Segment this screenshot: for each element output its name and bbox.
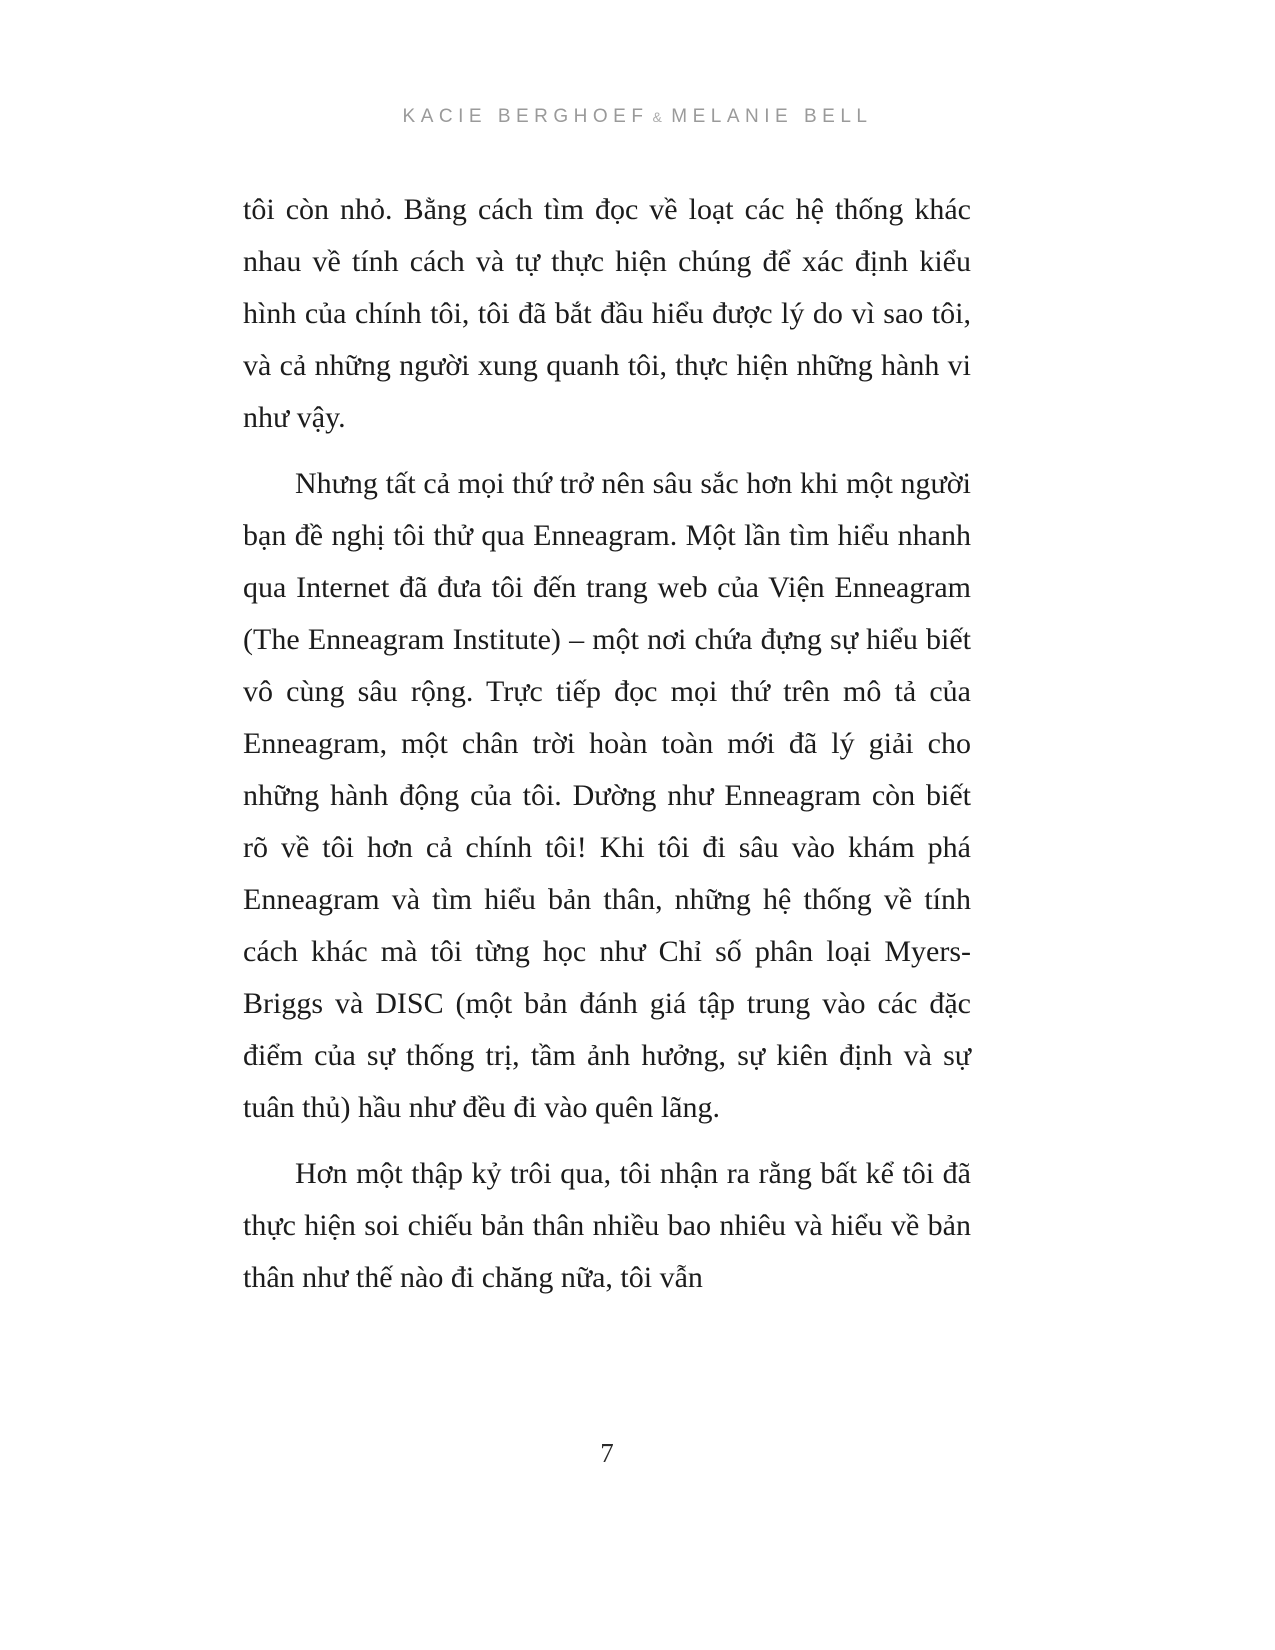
page-number: 7 [600,1438,614,1468]
paragraph-1: tôi còn nhỏ. Bằng cách tìm đọc về loạt các hệ thống khác nhau về tính cách và tự thực hiện chúng để xác định kiểu hình của chính tôi, tôi đã bắt đầu hiểu được lý do vì sao tôi, và cả những người xung quanh tôi, thực hiện những hành vi như vậy. [243,193,971,434]
author-name-right: MELANIE BELL [671,106,873,127]
paragraph-2: Nhưng tất cả mọi thứ trở nên sâu sắc hơn khi một người bạn đề nghị tôi thử qua Enneagram. Một lần tìm hiểu nhanh qua Internet đã đưa tôi đến trang web của Viện Enneagram (The Enneagram Institute) – một nơi chứa đựng sự hiểu biết vô cùng sâu rộng. Trực tiếp đọc mọi thứ trên mô tả của Enneagram, một chân trời hoàn toàn mới đã lý giải cho những hành động của tôi. Dường như Enneagram còn biết rõ về tôi hơn cả chính tôi! Khi tôi đi sâu vào khám phá Enneagram và tìm hiểu bản thân, những hệ thống về tính cách khác mà tôi từng học như Chỉ số phân loại Myers-Briggs và DISC (một bản đánh giá tập trung vào các đặc điểm của sự thống trị, tầm ảnh hưởng, sự kiên định và sự tuân thủ) hầu như đều đi vào quên lãng. [243,467,971,1124]
page-footer [243,1438,971,1469]
paragraph-3: Hơn một thập kỷ trôi qua, tôi nhận ra rằng bất kể tôi đã thực hiện soi chiếu bản thân nhiều bao nhiêu và hiểu về bản thân như thế nào đi chăng nữa, tôi vẫn [243,1157,971,1294]
running-header [0,106,1275,128]
body-text [243,184,971,1318]
ampersand: & [652,109,668,125]
author-name-left: KACIE BERGHOEF [402,106,649,127]
